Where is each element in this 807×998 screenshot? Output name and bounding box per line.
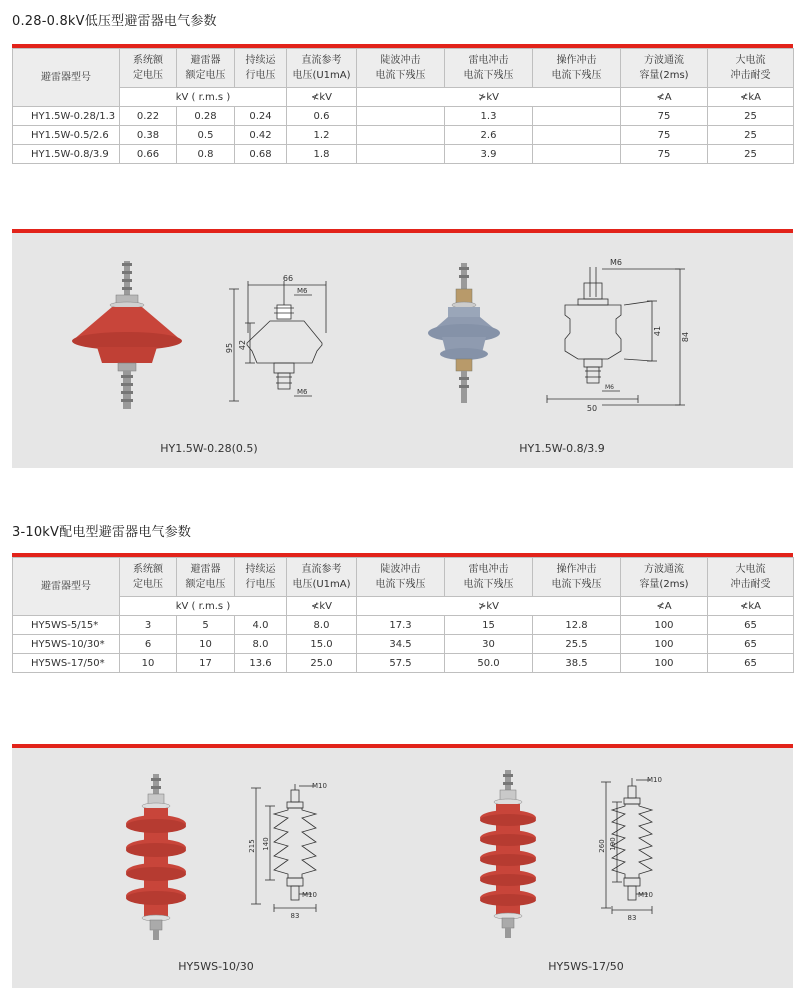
header-dc-reference: 直流参考 电压(U1mA) — [287, 558, 357, 597]
figure2-drawings — [12, 748, 793, 988]
table-header-row — [13, 558, 794, 597]
cell: 0.6 — [287, 107, 357, 126]
cell: 17.3 — [357, 616, 445, 635]
dim-right-bolt-top: M6 — [610, 258, 622, 267]
cell: 34.5 — [357, 635, 445, 654]
header-switching-residual: 操作冲击 电流下残压 — [533, 49, 621, 88]
table-row — [13, 107, 794, 126]
cell: 10 — [177, 635, 235, 654]
cell: 2.6 — [445, 126, 533, 145]
dim-left-bolt-bottom: M6 — [297, 388, 308, 396]
arrester-photo-red-small — [72, 261, 182, 409]
cell: 100 — [621, 654, 708, 673]
cell: 13.6 — [235, 654, 287, 673]
header-rated-voltage: 避雷器 额定电压 — [177, 49, 235, 88]
table-unit-row — [13, 597, 794, 616]
cell: 3 — [120, 616, 177, 635]
dim-left-tall-width: 83 — [290, 912, 300, 920]
cell: 75 — [621, 145, 708, 164]
cell: 0.66 — [120, 145, 177, 164]
unit-kv-max: ≯kV — [357, 88, 621, 107]
arrester-photo-gray-small — [428, 263, 500, 403]
dim-left-tall-bolt-bottom: M10 — [302, 891, 317, 899]
cell: 6 — [120, 635, 177, 654]
dim-left-inner: 42 — [238, 339, 247, 351]
cell: 0.8 — [177, 145, 235, 164]
header-square-wave: 方波通流 容量(2ms) — [621, 49, 708, 88]
dim-right-tall-height: 260 — [598, 839, 606, 853]
table-header-row — [13, 49, 794, 88]
cell: 8.0 — [287, 616, 357, 635]
section1-spec-table — [12, 48, 794, 164]
table-row — [13, 616, 794, 635]
header-high-current: 大电流 冲击耐受 — [708, 49, 794, 88]
unit-kv-max: ≯kV — [357, 597, 621, 616]
cell: 75 — [621, 107, 708, 126]
cell: 50.0 — [445, 654, 533, 673]
cell: 65 — [708, 635, 794, 654]
cell: 4.0 — [235, 616, 287, 635]
cell: 12.8 — [533, 616, 621, 635]
header-continuous-voltage: 持续运 行电压 — [235, 49, 287, 88]
header-rated-voltage: 避雷器 额定电压 — [177, 558, 235, 597]
cell-model: HY5WS-10/30* — [13, 635, 120, 654]
cell: 15.0 — [287, 635, 357, 654]
table-row — [13, 126, 794, 145]
header-switching-residual: 操作冲击 电流下残压 — [533, 558, 621, 597]
cell: 38.5 — [533, 654, 621, 673]
header-system-voltage: 系统额 定电压 — [120, 558, 177, 597]
cell: 8.0 — [235, 635, 287, 654]
cell-model: HY1.5W-0.5/2.6 — [13, 126, 120, 145]
dim-right-tall-inner: 190 — [609, 837, 617, 851]
cell: 25 — [708, 145, 794, 164]
cell — [357, 107, 445, 126]
dim-right-width: 50 — [586, 404, 598, 413]
cell: 0.5 — [177, 126, 235, 145]
figure1-panel — [12, 233, 793, 468]
cell: 100 — [621, 616, 708, 635]
header-dc-reference: 直流参考 电压(U1mA) — [287, 49, 357, 88]
table-unit-row — [13, 88, 794, 107]
figure2-panel — [12, 748, 793, 988]
dim-right-tall-width: 83 — [627, 914, 637, 922]
unit-amp: ≮A — [621, 88, 708, 107]
cell: 0.22 — [120, 107, 177, 126]
cell — [533, 107, 621, 126]
unit-kv-rms: kV ( r.m.s ) — [120, 597, 287, 616]
cell: 25.0 — [287, 654, 357, 673]
cell: 0.24 — [235, 107, 287, 126]
unit-kamp: ≮kA — [708, 88, 794, 107]
table-row — [13, 654, 794, 673]
cell: 0.28 — [177, 107, 235, 126]
cell: 0.42 — [235, 126, 287, 145]
figure2-left-caption: HY5WS-10/30 — [178, 960, 254, 973]
cell-model: HY1.5W-0.28/1.3 — [13, 107, 120, 126]
cell: 1.3 — [445, 107, 533, 126]
cell-model: HY5WS-17/50* — [13, 654, 120, 673]
cell-model: HY1.5W-0.8/3.9 — [13, 145, 120, 164]
cell: 17 — [177, 654, 235, 673]
dim-left-bolt-top: M6 — [297, 287, 308, 295]
figure1-drawings — [12, 233, 793, 468]
cell: 5 — [177, 616, 235, 635]
cell: 0.38 — [120, 126, 177, 145]
cell: 1.8 — [287, 145, 357, 164]
dim-left-tall-height: 215 — [248, 839, 256, 853]
figure1-left-caption: HY1.5W-0.28(0.5) — [160, 442, 258, 455]
cell: 65 — [708, 654, 794, 673]
dim-left-height: 95 — [225, 342, 234, 354]
header-system-voltage: 系统额 定电压 — [120, 49, 177, 88]
header-square-wave: 方波通流 容量(2ms) — [621, 558, 708, 597]
section2-title: 3-10kV配电型避雷器电气参数 — [12, 525, 192, 540]
dim-right-bolt-bottom: M6 — [605, 384, 614, 391]
cell — [533, 126, 621, 145]
unit-kv-min: ≮kV — [287, 88, 357, 107]
cell: 10 — [120, 654, 177, 673]
cell: 57.5 — [357, 654, 445, 673]
cell — [357, 126, 445, 145]
cell: 0.68 — [235, 145, 287, 164]
header-steep-residual: 陡波冲击 电流下残压 — [357, 49, 445, 88]
arrester-photo-red-4shed — [126, 774, 186, 940]
unit-kv-rms: kV ( r.m.s ) — [120, 88, 287, 107]
cell — [533, 145, 621, 164]
dim-left-tall-inner: 140 — [262, 837, 270, 851]
header-high-current: 大电流 冲击耐受 — [708, 558, 794, 597]
cell: 3.9 — [445, 145, 533, 164]
dim-right-inner: 41 — [653, 325, 662, 337]
header-lightning-residual: 雷电冲击 电流下残压 — [445, 558, 533, 597]
cell: 100 — [621, 635, 708, 654]
arrester-photo-red-5shed — [480, 770, 536, 938]
section1-title: 0.28-0.8kV低压型避雷器电气参数 — [12, 14, 217, 29]
dim-right-tall-bolt-top: M10 — [647, 776, 662, 784]
dim-right-tall-bolt-bottom: M10 — [638, 891, 653, 899]
cell: 1.2 — [287, 126, 357, 145]
dim-left-tall-bolt-top: M10 — [312, 782, 327, 790]
table-row — [13, 145, 794, 164]
header-steep-residual: 陡波冲击 电流下残压 — [357, 558, 445, 597]
header-model: 避雷器型号 — [13, 558, 120, 616]
header-continuous-voltage: 持续运 行电压 — [235, 558, 287, 597]
unit-amp: ≮A — [621, 597, 708, 616]
header-lightning-residual: 雷电冲击 电流下残压 — [445, 49, 533, 88]
table-row — [13, 635, 794, 654]
drawing-right-small — [547, 267, 685, 405]
unit-kamp: ≮kA — [708, 597, 794, 616]
unit-kv-min: ≮kV — [287, 597, 357, 616]
cell: 25.5 — [533, 635, 621, 654]
dim-left-width: 66 — [282, 274, 294, 283]
cell: 25 — [708, 107, 794, 126]
cell: 25 — [708, 126, 794, 145]
cell: 65 — [708, 616, 794, 635]
section2-spec-table — [12, 557, 794, 673]
cell: 15 — [445, 616, 533, 635]
figure1-right-caption: HY1.5W-0.8/3.9 — [519, 442, 605, 455]
cell-model: HY5WS-5/15* — [13, 616, 120, 635]
cell: 30 — [445, 635, 533, 654]
figure2-right-caption: HY5WS-17/50 — [548, 960, 624, 973]
cell — [357, 145, 445, 164]
dim-right-height: 84 — [681, 331, 690, 343]
header-model: 避雷器型号 — [13, 49, 120, 107]
cell: 75 — [621, 126, 708, 145]
